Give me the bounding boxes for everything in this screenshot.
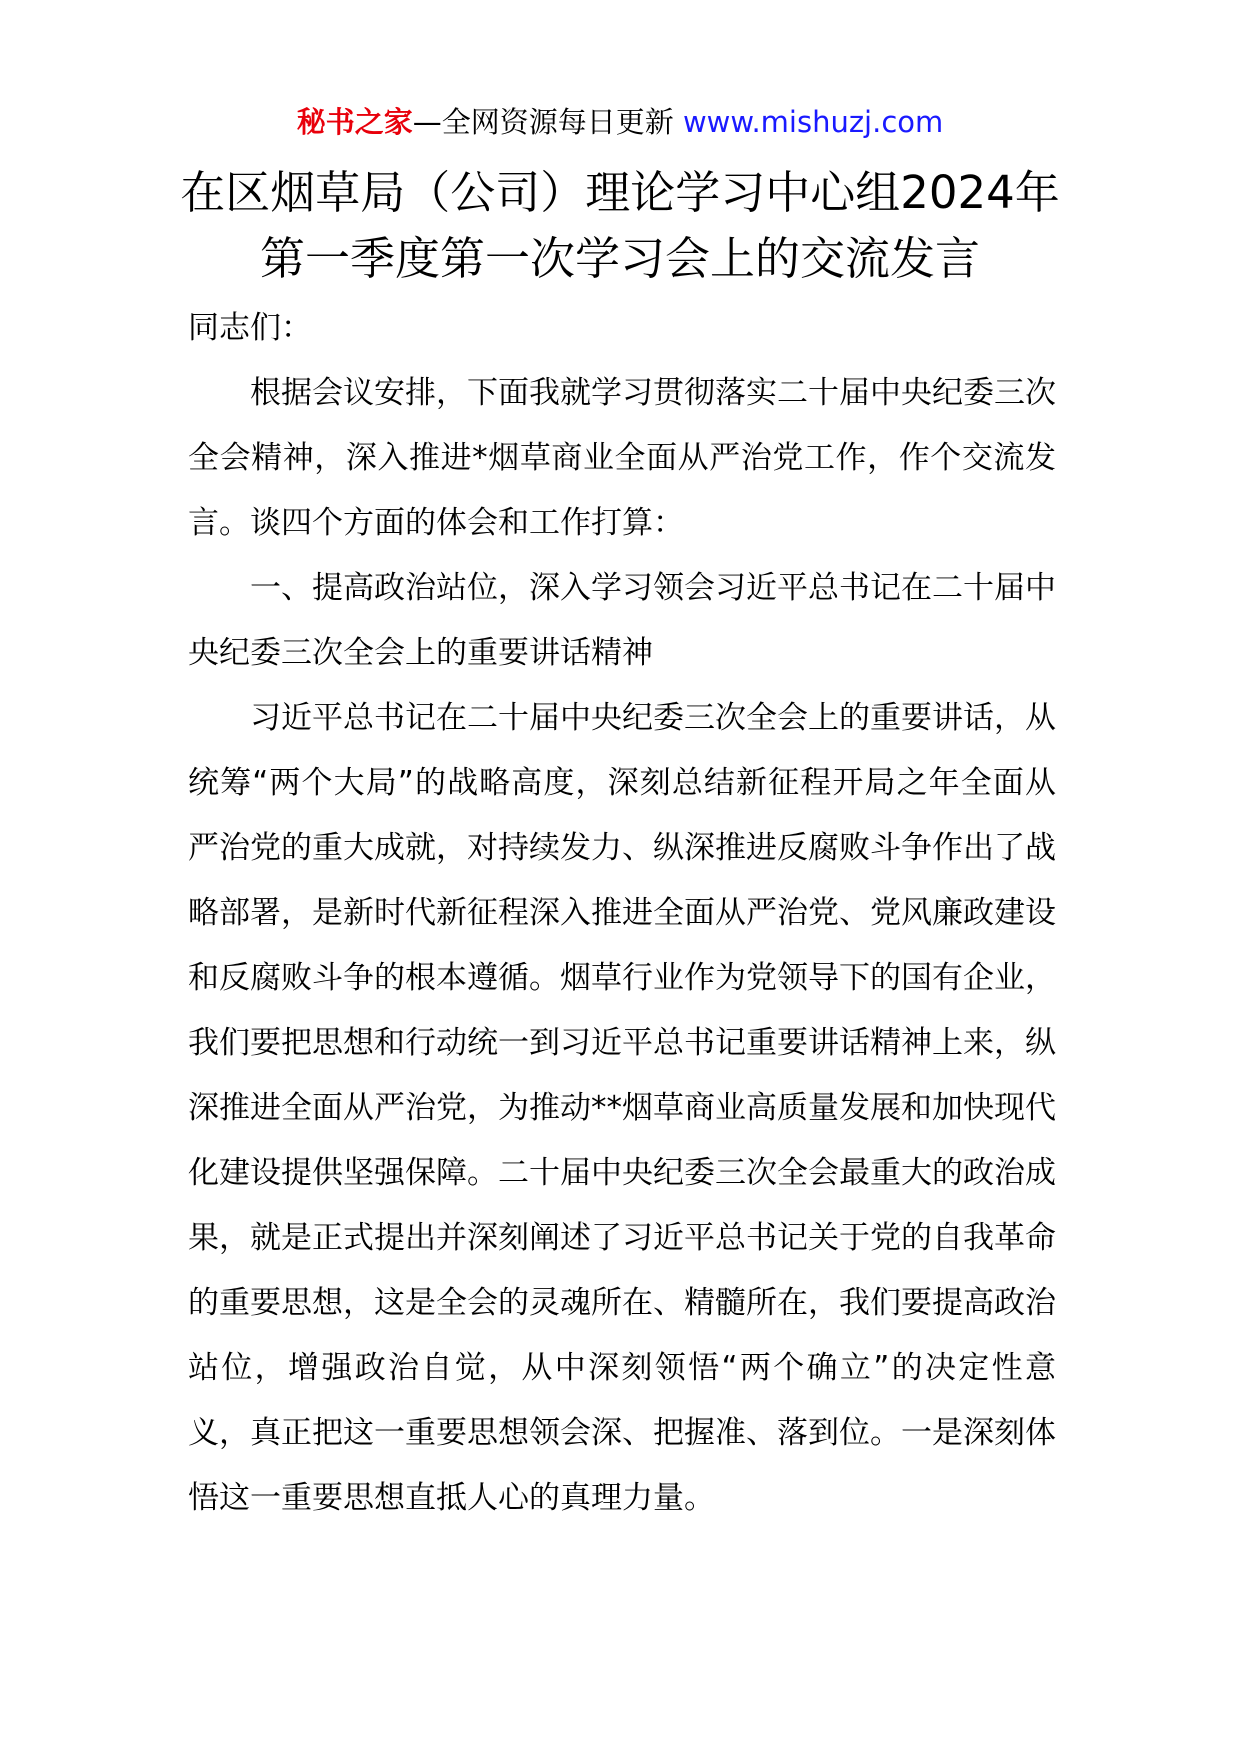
- paragraph-section-1: 习近平总书记在二十届中央纪委三次全会上的重要讲话，从统筹“两个大局”的战略高度，深刻总结新征程开局之年全面从严治党的重大成就，对持续发力、纵深推进反腐败斗争作出了战略部署，是新时代新征程深入推进全面从严治党、党风廉政建设和反腐败斗争的根本遵循。烟草行业作为党领导下的国有企业，我们要把思想和行动统一到习近平总书记重要讲话精神上来，纵深推进全面从严治党，为推动**烟草商业高质量发展和加快现代化建设提供坚强保障。二十届中央纪委三次全会最重大的政治成果，就是正式提出并深刻阐述了习近平总书记关于党的自我革命的重要思想，这是全会的灵魂所在、精髓所在，我们要提高政治站位，增强政治自觉，从中深刻领悟“两个确立”的决定性意义，真正把这一重要思想领会深、把握准、落到位。一是深刻体悟这一重要思想直抵人心的真理力量。: [188, 700, 1056, 1516]
- paragraph-intro: 根据会议安排，下面我就学习贯彻落实二十届中央纪委三次全会精神，深入推进*烟草商业全面从严治党工作，作个交流发言。谈四个方面的体会和工作打算：: [188, 375, 1056, 541]
- site-url-link[interactable]: www.mishuzj.com: [682, 105, 944, 139]
- document-body: [188, 296, 1056, 1531]
- site-brand: 秘书之家: [296, 105, 413, 139]
- site-header: [0, 100, 1240, 144]
- document-title: 在区烟草局（公司）理论学习中心组2024年第一季度第一次学习会上的交流发言: [180, 166, 1060, 285]
- section-heading-1: 一、提高政治站位，深入学习领会习近平总书记在二十届中央纪委三次全会上的重要讲话精神: [188, 570, 1056, 671]
- salutation: 同志们：: [188, 310, 312, 346]
- site-tagline: —全网资源每日更新: [412, 105, 683, 139]
